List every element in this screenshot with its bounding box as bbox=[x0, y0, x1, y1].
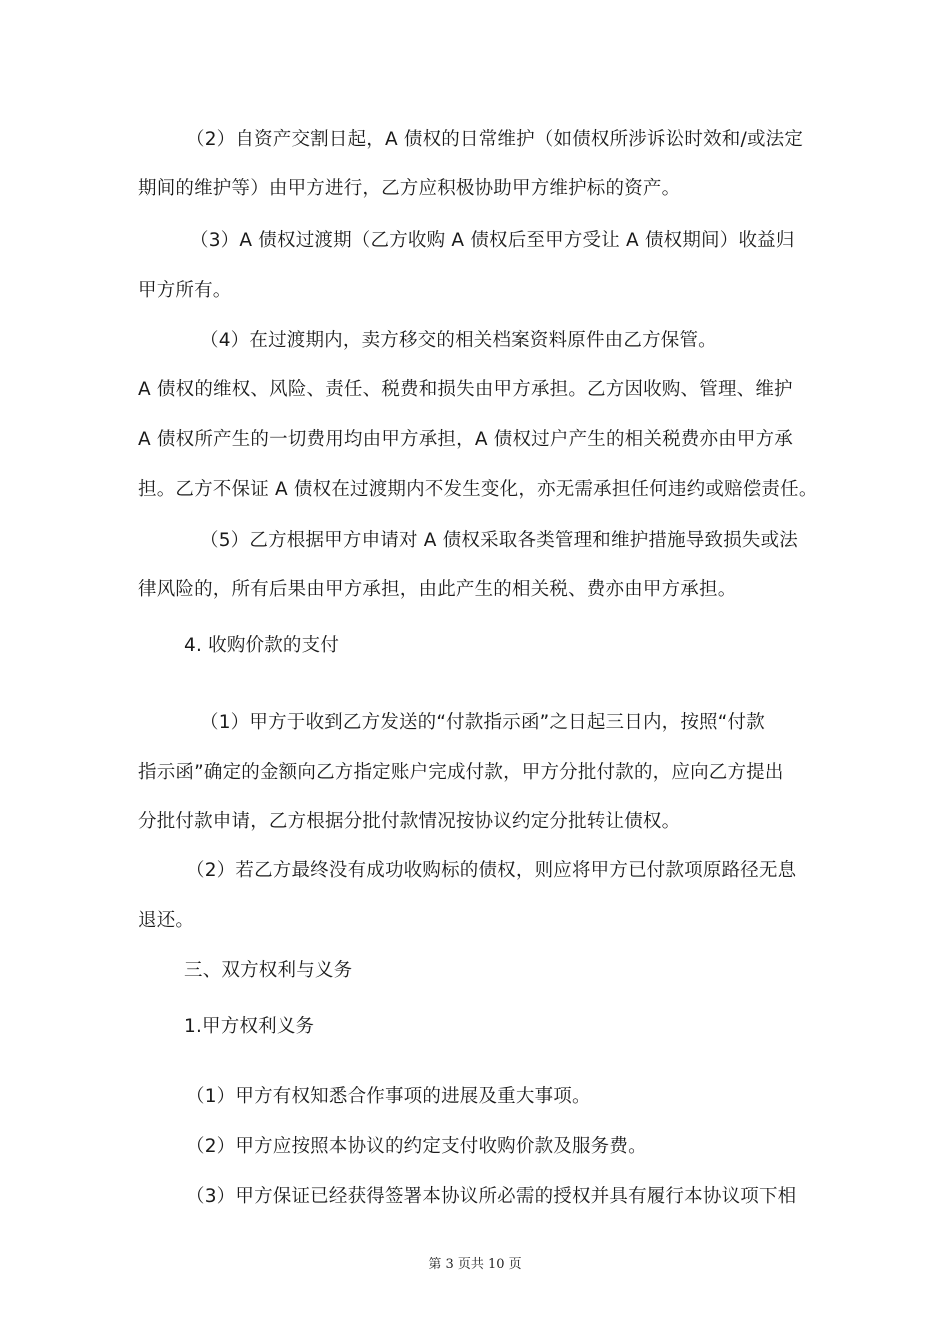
payment-paragraph-1-line-1: （1）甲方于收到乙方发送的“付款指示函”之日起三日内，按照“付款 bbox=[200, 712, 765, 733]
paragraph-4-line-4: 担。乙方不保证 A 债权在过渡期内不发生变化，亦无需承担任何违约或赔偿责任。 bbox=[138, 479, 818, 500]
party-a-rights-heading: 1.甲方权利义务 bbox=[184, 1016, 315, 1037]
paragraph-4-line-2: A 债权的维权、风险、责任、税费和损失由甲方承担。乙方因收购、管理、维护 bbox=[138, 379, 793, 400]
party-a-item-3: （3）甲方保证已经获得签署本协议所必需的授权并具有履行本协议项下相 bbox=[186, 1186, 797, 1207]
page-footer: 第 3 页共 10 页 bbox=[428, 1257, 522, 1272]
paragraph-2-line-1: （2）自资产交割日起，A 债权的日常维护（如债权所涉诉讼时效和/或法定 bbox=[186, 129, 804, 150]
paragraph-4-line-3: A 债权所产生的一切费用均由甲方承担，A 债权过户产生的相关税费亦由甲方承 bbox=[138, 429, 793, 450]
paragraph-2-line-2: 期间的维护等）由甲方进行，乙方应积极协助甲方维护标的资产。 bbox=[138, 178, 681, 199]
payment-paragraph-2-line-1: （2）若乙方最终没有成功收购标的债权，则应将甲方已付款项原路径无息 bbox=[186, 860, 797, 881]
party-a-item-2: （2）甲方应按照本协议的约定支付收购价款及服务费。 bbox=[186, 1136, 647, 1157]
section-4-heading: 4. 收购价款的支付 bbox=[184, 635, 340, 656]
paragraph-5-line-2: 律风险的，所有后果由甲方承担，由此产生的相关税、费亦由甲方承担。 bbox=[138, 579, 737, 600]
payment-paragraph-2-line-2: 退还。 bbox=[138, 910, 195, 931]
paragraph-3-line-2: 甲方所有。 bbox=[138, 280, 232, 301]
paragraph-5-line-1: （5）乙方根据甲方申请对 A 债权采取各类管理和维护措施导致损失或法 bbox=[200, 530, 798, 551]
payment-paragraph-1-line-2: 指示函”确定的金额向乙方指定账户完成付款，甲方分批付款的，应向乙方提出 bbox=[138, 762, 784, 783]
paragraph-3-line-1: （3）A 债权过渡期（乙方收购 A 债权后至甲方受让 A 债权期间）收益归 bbox=[190, 230, 795, 251]
section-3-heading: 三、双方权利与义务 bbox=[184, 960, 353, 981]
party-a-item-1: （1）甲方有权知悉合作事项的进展及重大事项。 bbox=[186, 1086, 591, 1107]
paragraph-4-line-1: （4）在过渡期内，卖方移交的相关档案资料原件由乙方保管。 bbox=[200, 330, 717, 351]
payment-paragraph-1-line-3: 分批付款申请，乙方根据分批付款情况按协议约定分批转让债权。 bbox=[138, 811, 681, 832]
